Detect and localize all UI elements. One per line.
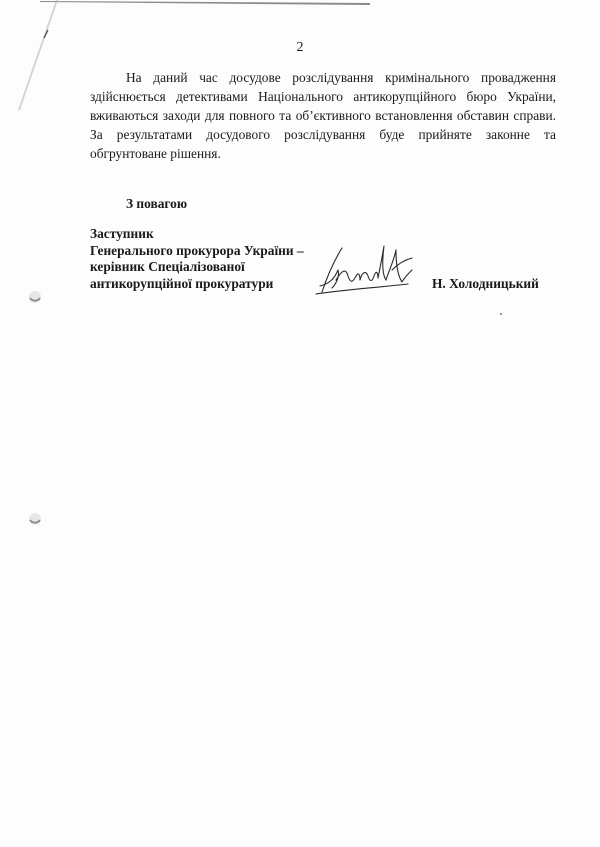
scan-edge-artifact (40, 0, 370, 6)
signatory-title (90, 226, 304, 292)
handwritten-signature-icon (312, 240, 416, 298)
signatory-title-line: Генерального прокурора України – (90, 242, 304, 258)
signatory-title-line: Заступник (90, 226, 154, 241)
scan-speck (500, 313, 502, 315)
closing-salutation: З повагою (126, 196, 188, 211)
punch-hole-icon (28, 290, 42, 304)
signatory-title-line: антикорупційної прокуратури (90, 275, 274, 291)
signatory-title-line: керівник Спеціалізованої (90, 259, 245, 275)
page-number: 2 (296, 40, 304, 55)
signatory-name: Н. Холодницький (432, 276, 539, 291)
body-paragraph: На даний час досудове розслідування кримінального провадження здійснюється детективами Національного антикорупційного бюро України, вживаються заходи для повного та об’єктивного встановлення обставин справи. За результатами досудового розслідування буде прийняте законне та обгрунтоване рішення. (90, 70, 556, 161)
punch-hole-icon (28, 512, 42, 526)
